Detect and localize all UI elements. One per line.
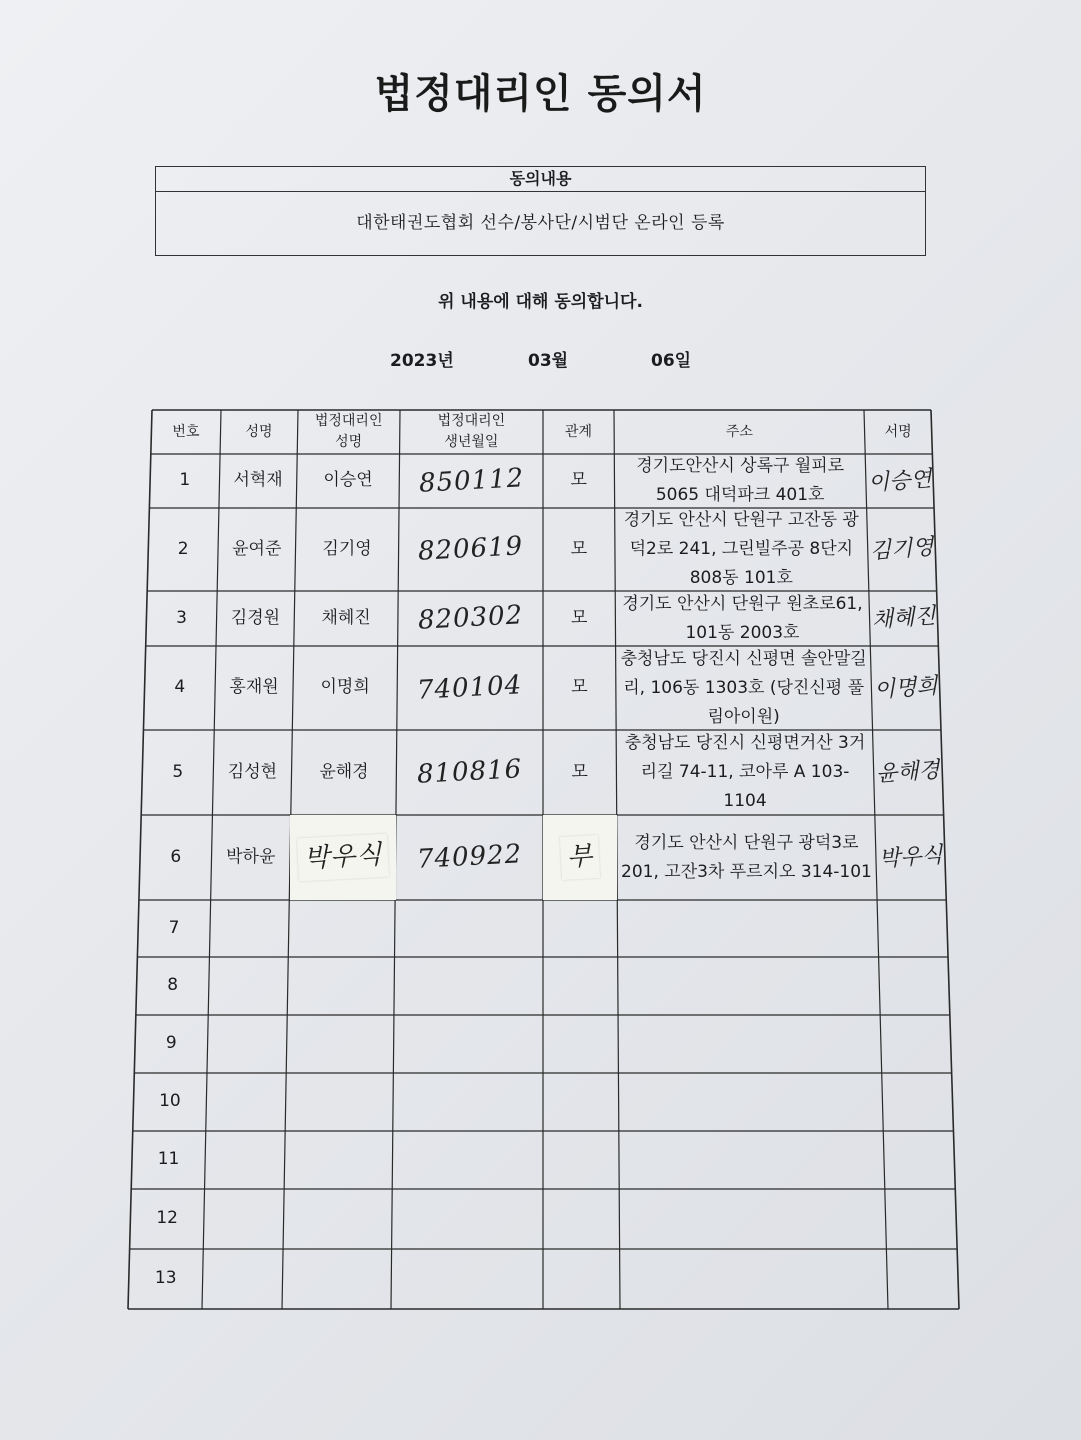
guardian-birthdate [392, 1131, 543, 1189]
row-number: 6 [170, 846, 182, 867]
guardian-name [289, 900, 395, 957]
row-number: 12 [156, 1208, 178, 1229]
student-name [210, 900, 289, 957]
signature [882, 1073, 952, 1131]
row-number: 4 [174, 677, 186, 698]
signature: 윤해경 [875, 757, 941, 788]
signature: 김기영 [868, 534, 935, 565]
row-number: 1 [179, 470, 191, 491]
header-name: 성명 [245, 423, 273, 440]
signature: 이명희 [872, 673, 939, 703]
header-no: 번호 [172, 423, 200, 440]
guardian-name: 채혜진 [321, 607, 371, 628]
address [618, 957, 880, 1015]
guardian-birthdate: 740922 [415, 839, 523, 875]
header-guardian-name: 법정대리인 성명 [314, 413, 383, 450]
relation: 모 [570, 470, 587, 491]
address: 경기도안산시 상록구 월피로 5065 대덕파크 401호 [636, 456, 845, 505]
relation: 모 [570, 607, 588, 628]
date-year: 2023년 [390, 351, 454, 371]
guardian-birthdate [393, 1073, 543, 1131]
guardian-name: 이명희 [320, 677, 370, 698]
date-day: 06일 [651, 351, 692, 371]
address: 경기도 안산시 단원구 고잔동 광덕2로 241, 그린빌주공 8단지 808동 101호 [623, 510, 859, 588]
guardian-name: 윤해경 [319, 761, 369, 782]
guardian-name [288, 957, 394, 1015]
signature: 박우식 [877, 842, 944, 873]
relation [543, 1249, 620, 1309]
guardian-birthdate: 850112 [417, 462, 525, 499]
address: 충청남도 당진시 신평면거산 3거리길 74-11, 코아루 A 103-1104 [624, 733, 866, 811]
guardian-name [286, 1073, 393, 1131]
row-number: 7 [168, 917, 180, 938]
guardian-birthdate: 810816 [416, 754, 523, 790]
address [620, 1249, 887, 1309]
signature: 채혜진 [870, 603, 937, 634]
relation: 모 [570, 538, 588, 559]
guardian-name [287, 1015, 394, 1073]
header-address: 주소 [725, 423, 753, 440]
signature [887, 1249, 958, 1309]
student-name: 김성현 [227, 761, 278, 782]
signature [884, 1131, 954, 1189]
signature [878, 900, 947, 957]
student-name [203, 1249, 283, 1309]
relation: 부 [543, 815, 617, 900]
signature [886, 1189, 957, 1249]
guardian-birthdate: 820619 [417, 531, 525, 567]
consent-body: 대한태권도협회 선수/봉사단/시범단 온라인 등록 [356, 213, 725, 233]
guardian-birthdate [391, 1249, 543, 1309]
row-number: 5 [172, 761, 184, 782]
row-number: 2 [177, 538, 189, 559]
address: 경기도 안산시 단원구 광덕3로 201, 고잔3차 푸르지오 314-101 [621, 832, 872, 882]
address [619, 1131, 884, 1189]
student-name: 서혁재 [233, 470, 283, 491]
row-number: 3 [176, 607, 187, 628]
guardian-name: 김기영 [322, 538, 372, 559]
address [619, 1073, 883, 1131]
guardian-name [285, 1131, 393, 1189]
signature [879, 957, 949, 1015]
agree-statement: 위 내용에 대해 동의합니다. [438, 292, 643, 312]
relation: 모 [571, 761, 588, 782]
guardian-birthdate: 740104 [416, 669, 524, 706]
address [617, 900, 877, 957]
relation [543, 957, 618, 1015]
consent-header: 동의내용 [156, 167, 925, 192]
row-number: 11 [157, 1149, 180, 1170]
address [619, 1189, 885, 1249]
student-name: 홍재원 [229, 677, 279, 698]
guardian-birthdate [392, 1189, 543, 1249]
student-name [206, 1073, 285, 1131]
guardian-name [283, 1249, 392, 1309]
row-number: 8 [167, 975, 179, 996]
header-relation: 관계 [565, 423, 593, 440]
relation [543, 1015, 618, 1073]
address [618, 1015, 881, 1073]
student-name [208, 1015, 287, 1073]
guardian-birthdate [394, 957, 543, 1015]
address: 경기도 안산시 단원구 원초로61, 101동 2003호 [622, 593, 863, 643]
header-guardian-birth: 법정대리인 생년월일 [437, 413, 506, 450]
row-number: 10 [159, 1091, 181, 1112]
relation [543, 1073, 619, 1131]
row-number: 13 [154, 1268, 177, 1289]
student-name: 김경원 [230, 607, 281, 628]
relation: 모 [571, 677, 588, 698]
guardian-name: 이승연 [323, 470, 373, 491]
student-name: 박하윤 [226, 846, 276, 867]
signature: 이승연 [866, 466, 933, 496]
student-name: 윤여준 [232, 538, 282, 559]
relation [543, 1131, 619, 1189]
guardian-birthdate [395, 900, 543, 957]
student-name [204, 1189, 284, 1249]
date-month: 03월 [528, 351, 569, 371]
address: 충청남도 당진시 신평면 솔안말길리, 106동 1303호 (당진신평 풀림아이원) [620, 648, 867, 727]
signature [881, 1015, 951, 1073]
row-number: 9 [165, 1033, 177, 1054]
header-signature: 서명 [884, 423, 912, 440]
guardian-name: 박우식 [290, 815, 395, 900]
student-name [205, 1131, 285, 1189]
document-title: 법정대리인 동의서 [374, 71, 707, 117]
guardian-name [284, 1189, 392, 1249]
relation [543, 900, 617, 957]
relation [543, 1189, 619, 1249]
guardian-birthdate: 820302 [417, 600, 524, 636]
student-name [209, 957, 288, 1015]
guardian-birthdate [394, 1015, 543, 1073]
